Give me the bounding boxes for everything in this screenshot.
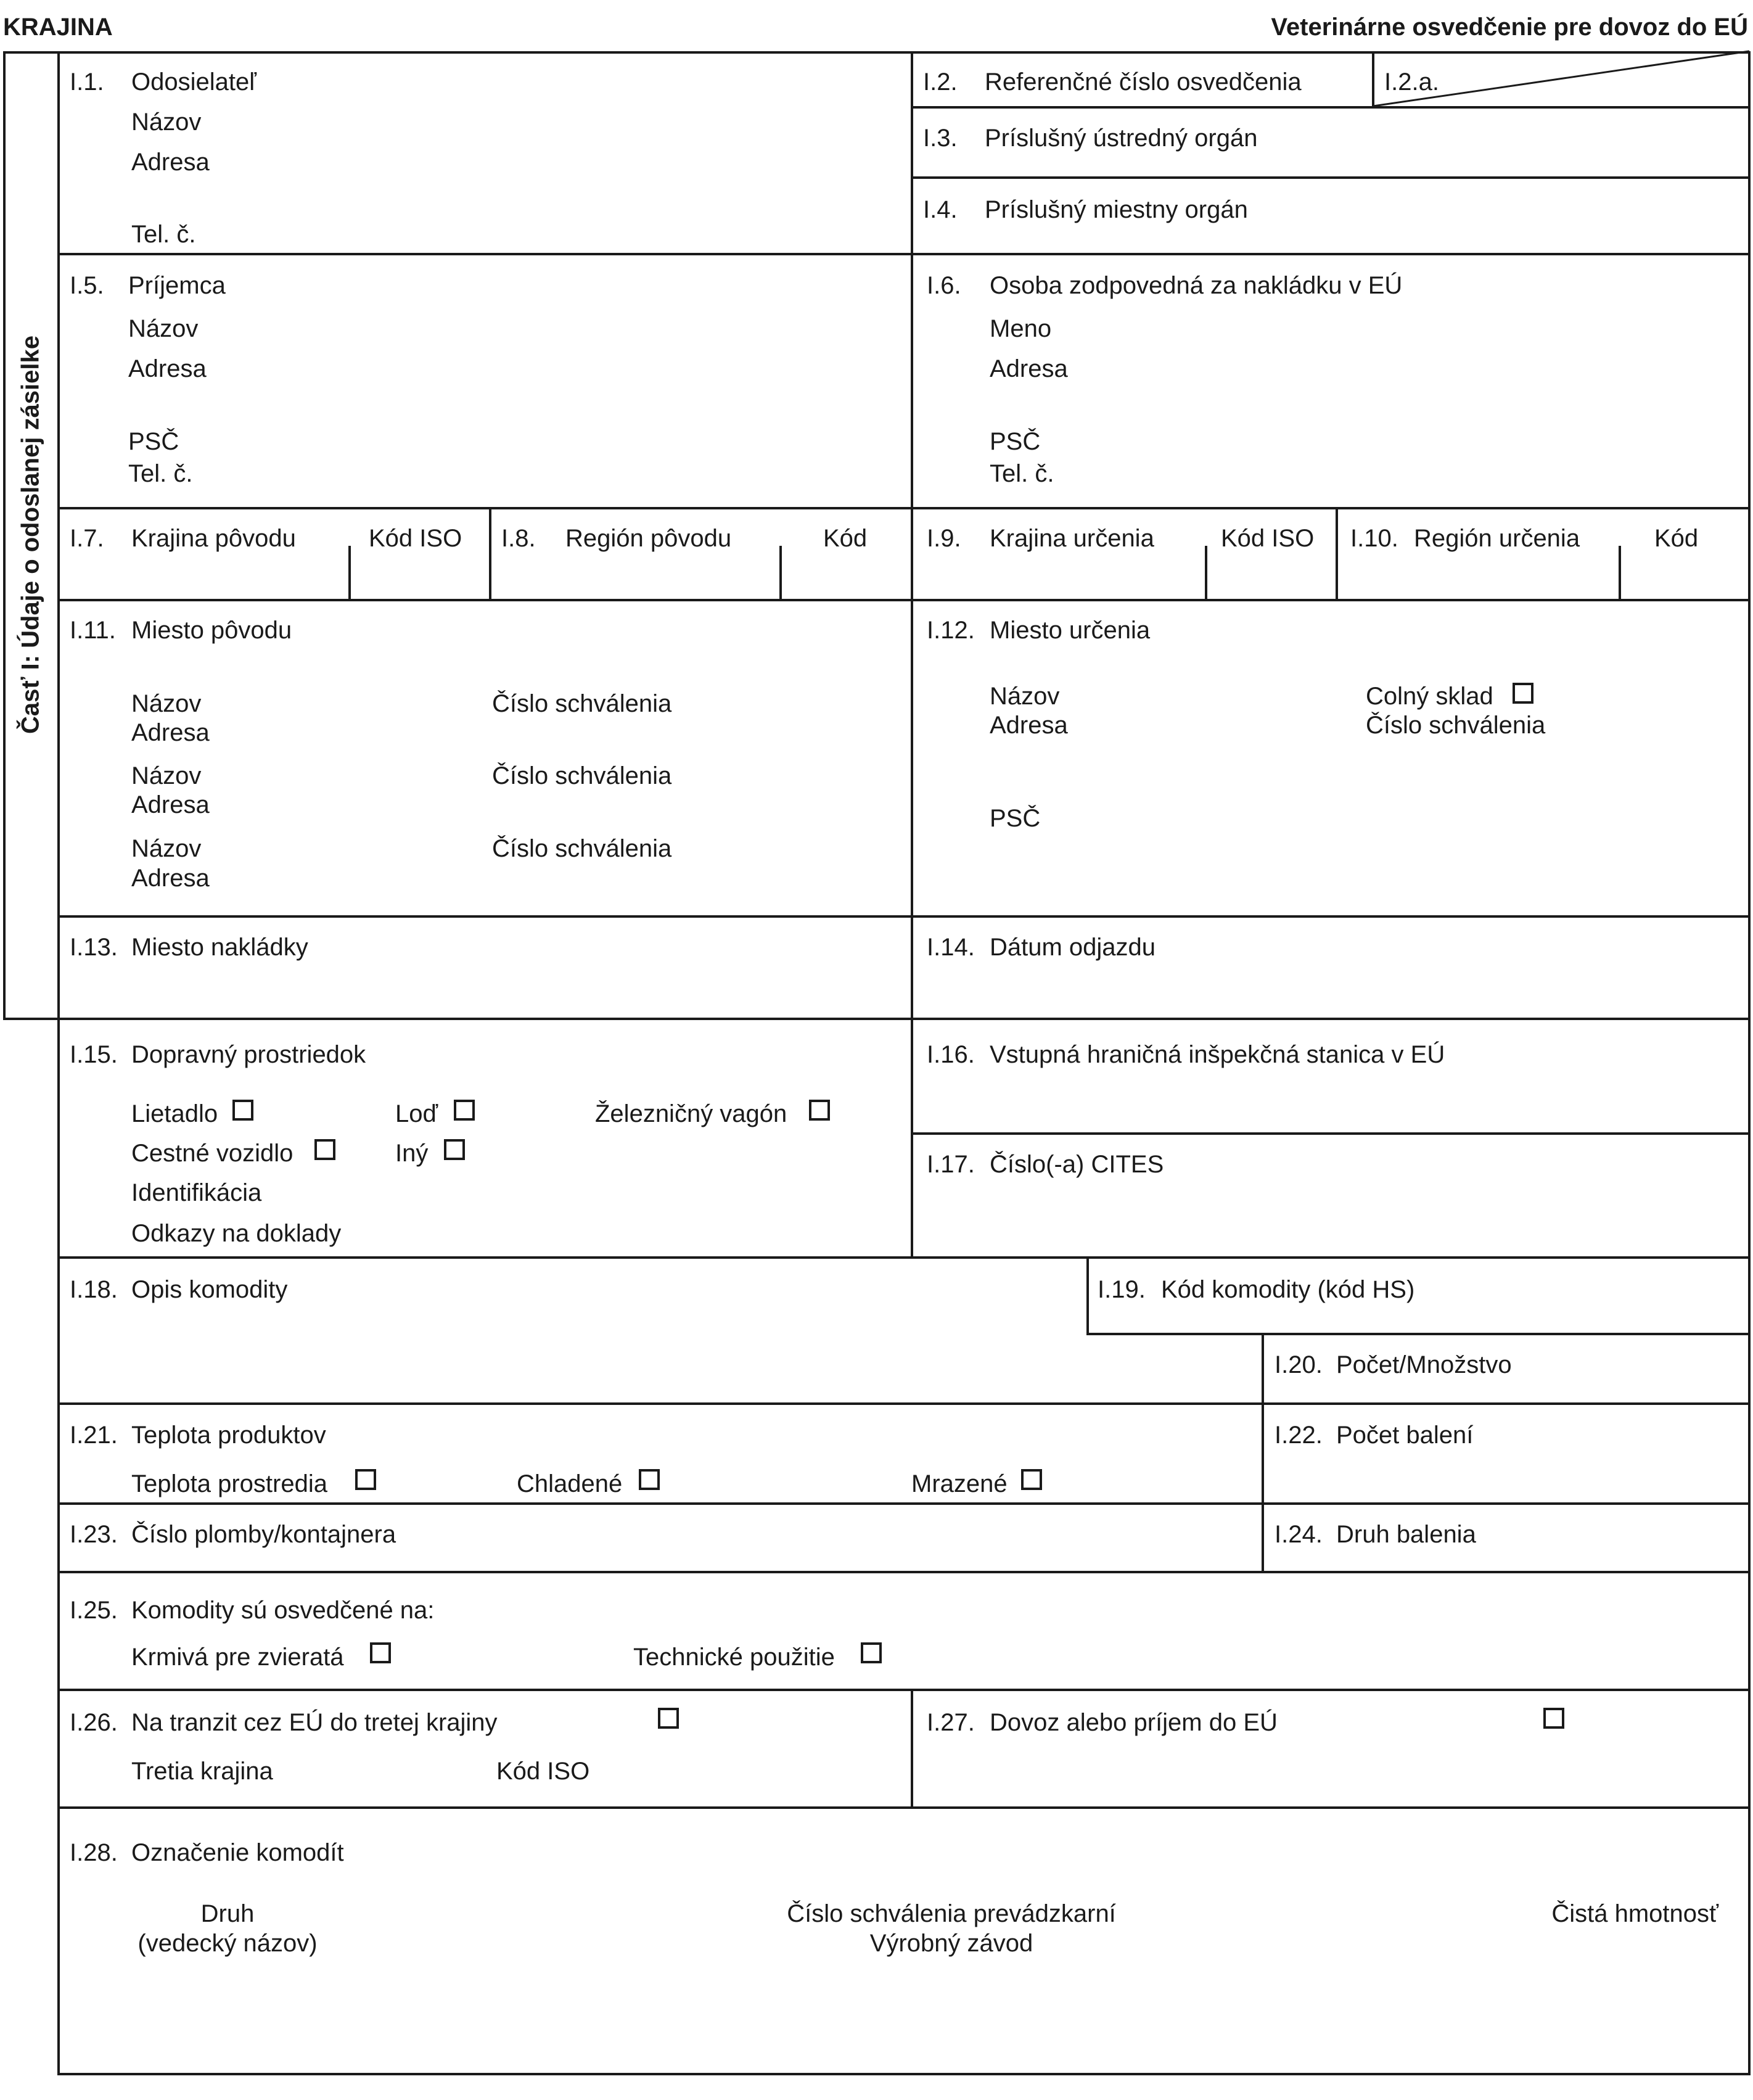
i13-label: Miesto nakládky [131, 934, 308, 961]
i2-label: Referenčné číslo osvedčenia [985, 68, 1302, 96]
i25-technical-label: Technické použitie [633, 1644, 835, 1671]
i15-rail-label: Železničný vagón [595, 1100, 787, 1127]
i7-code: Kód ISO [369, 525, 462, 552]
i4-label: Príslušný miestny orgán [985, 196, 1248, 223]
i14-label: Dátum odjazdu [990, 934, 1156, 961]
i28-species: Druh [200, 1900, 255, 1927]
certificate-title: Veterinárne osvedčenie pre dovoz do EÚ [1271, 14, 1748, 41]
i15-label: Dopravný prostriedok [131, 1041, 366, 1068]
i12-label: Miesto určenia [990, 617, 1151, 644]
i24-label: Druh balenia [1336, 1521, 1476, 1548]
i21-frozen-checkbox[interactable] [1021, 1469, 1042, 1490]
i17-number: I.17. [927, 1151, 975, 1178]
i12-approval: Číslo schválenia [1366, 712, 1546, 739]
i22-label: Počet balení [1336, 1422, 1474, 1449]
i6-name: Meno [990, 315, 1052, 342]
i21-ambient-checkbox[interactable] [355, 1469, 376, 1490]
i5-name: Názov [128, 315, 199, 342]
i10-label: Región určenia [1414, 525, 1580, 552]
i16-label: Vstupná hraničná inšpekčná stanica v EÚ [990, 1041, 1445, 1068]
i1-tel: Tel. č. [131, 221, 196, 248]
i15-road-checkbox[interactable] [314, 1139, 335, 1160]
i11-label: Miesto pôvodu [131, 617, 292, 644]
i5-number: I.5. [70, 272, 104, 299]
i14-number: I.14. [927, 934, 975, 961]
i15-number: I.15. [70, 1041, 118, 1068]
i16-number: I.16. [927, 1041, 975, 1068]
side-label-text: Časť I: Údaje o odoslanej zásielke [17, 335, 44, 734]
i12-name: Názov [990, 683, 1060, 710]
i25-technical-checkbox[interactable] [861, 1642, 882, 1663]
i1-address: Adresa [131, 149, 210, 176]
i8-code: Kód [823, 525, 868, 552]
i15-identification: Identifikácia [131, 1179, 262, 1206]
i18-label: Opis komodity [131, 1276, 288, 1303]
i19-number: I.19. [1098, 1276, 1146, 1303]
i1-name: Názov [131, 109, 202, 136]
i11-address-2: Adresa [131, 791, 210, 818]
i18-number: I.18. [70, 1276, 118, 1303]
i21-label: Teplota produktov [131, 1422, 326, 1449]
i11-approval-2: Číslo schválenia [492, 762, 672, 789]
i15-road-label: Cestné vozidlo [131, 1140, 294, 1167]
i7-label: Krajina pôvodu [131, 525, 296, 552]
i21-chilled-checkbox[interactable] [639, 1469, 660, 1490]
i19-label: Kód komodity (kód HS) [1161, 1276, 1415, 1303]
i3-number: I.3. [923, 125, 958, 152]
i20-number: I.20. [1275, 1351, 1323, 1378]
i5-label: Príjemca [128, 272, 226, 299]
i15-ship-checkbox[interactable] [454, 1100, 475, 1121]
i25-feed-checkbox[interactable] [370, 1642, 391, 1663]
i28-species-scientific: (vedecký názov) [138, 1930, 318, 1957]
i8-number: I.8. [501, 525, 536, 552]
i20-label: Počet/Množstvo [1336, 1351, 1512, 1378]
i21-number: I.21. [70, 1422, 118, 1449]
i15-ship-label: Loď [395, 1100, 438, 1127]
i26-third-country: Tretia krajina [131, 1758, 273, 1785]
i28-plant: Výrobný závod [869, 1930, 1033, 1957]
i27-import-checkbox[interactable] [1543, 1708, 1564, 1729]
i9-number: I.9. [927, 525, 961, 552]
part-one-side-label [3, 51, 59, 1018]
i11-approval-3: Číslo schválenia [492, 835, 672, 862]
i1-label: Odosielateľ [131, 68, 257, 96]
i25-label: Komodity sú osvedčené na: [131, 1597, 435, 1624]
i27-number: I.27. [927, 1709, 975, 1736]
i11-address-1: Adresa [131, 719, 210, 746]
i28-net-weight: Čistá hmotnosť [1551, 1900, 1718, 1927]
i15-rail-checkbox[interactable] [809, 1100, 830, 1121]
i8-label: Región pôvodu [565, 525, 732, 552]
i4-number: I.4. [923, 196, 958, 223]
i11-number: I.11. [70, 617, 116, 644]
i28-number: I.28. [70, 1839, 118, 1866]
i12-number: I.12. [927, 617, 975, 644]
i25-number: I.25. [70, 1597, 118, 1624]
i15-airplane-label: Lietadlo [131, 1100, 218, 1127]
i3-label: Príslušný ústredný orgán [985, 125, 1258, 152]
i11-name-2: Názov [131, 762, 202, 789]
i1-number: I.1. [70, 68, 104, 96]
i21-ambient-label: Teplota prostredia [131, 1470, 327, 1497]
i12-psc: PSČ [990, 805, 1041, 832]
i15-documents: Odkazy na doklady [131, 1220, 342, 1247]
i11-approval-1: Číslo schválenia [492, 690, 672, 717]
i6-label: Osoba zodpovedná za nakládku v EÚ [990, 272, 1403, 299]
i9-code: Kód ISO [1221, 525, 1315, 552]
i2-number: I.2. [923, 68, 958, 96]
i6-address: Adresa [990, 355, 1068, 382]
i26-number: I.26. [70, 1709, 118, 1736]
i6-tel: Tel. č. [990, 460, 1054, 487]
i9-label: Krajina určenia [990, 525, 1154, 552]
i15-other-checkbox[interactable] [444, 1139, 465, 1160]
i11-address-3: Adresa [131, 865, 210, 892]
i28-label: Označenie komodít [131, 1839, 344, 1866]
i10-code: Kód [1654, 525, 1699, 552]
i12-address: Adresa [990, 712, 1068, 739]
i13-number: I.13. [70, 934, 118, 961]
i26-transit-checkbox[interactable] [658, 1708, 679, 1729]
i11-name-3: Názov [131, 835, 202, 862]
i23-number: I.23. [70, 1521, 118, 1548]
i6-psc: PSČ [990, 428, 1041, 455]
i21-chilled-label: Chladené [517, 1470, 623, 1497]
i17-label: Číslo(-a) CITES [990, 1151, 1164, 1178]
i22-number: I.22. [1275, 1422, 1323, 1449]
i5-tel: Tel. č. [128, 460, 193, 487]
i24-number: I.24. [1275, 1521, 1323, 1548]
country-header: KRAJINA [3, 14, 113, 41]
i6-number: I.6. [927, 272, 961, 299]
i11-name-1: Názov [131, 690, 202, 717]
i5-psc: PSČ [128, 428, 179, 455]
i26-iso: Kód ISO [496, 1758, 590, 1785]
i15-airplane-checkbox[interactable] [232, 1100, 253, 1121]
i5-address: Adresa [128, 355, 207, 382]
i25-feed-label: Krmivá pre zvieratá [131, 1644, 344, 1671]
i10-number: I.10. [1350, 525, 1398, 552]
i12-bonded-label: Colný sklad [1366, 683, 1493, 710]
i23-label: Číslo plomby/kontajnera [131, 1521, 396, 1548]
i12-bonded-checkbox[interactable] [1513, 683, 1533, 704]
i15-other-label: Iný [395, 1140, 429, 1167]
i21-frozen-label: Mrazené [911, 1470, 1008, 1497]
i2a-number: I.2.a. [1384, 68, 1439, 96]
i26-label: Na tranzit cez EÚ do tretej krajiny [131, 1709, 498, 1736]
i27-label: Dovoz alebo príjem do EÚ [990, 1709, 1278, 1736]
i7-number: I.7. [70, 525, 104, 552]
i28-approval: Číslo schválenia prevádzkarní [787, 1900, 1116, 1927]
